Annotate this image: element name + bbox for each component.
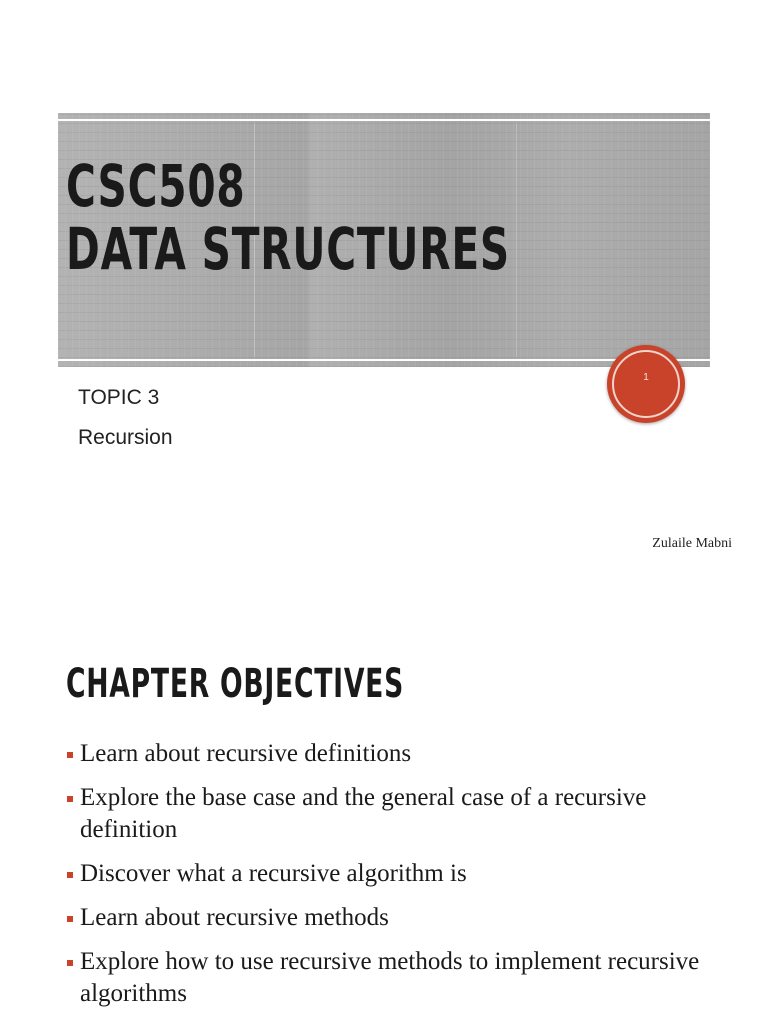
slide-number: 1 — [643, 372, 649, 383]
objective-text: Learn about recursive methods — [80, 904, 389, 931]
band-bottom-rule — [58, 359, 710, 361]
objective-text: Discover what a recursive algorithm is — [80, 860, 467, 887]
slide-number-badge — [607, 345, 685, 423]
objective-item — [66, 858, 746, 890]
objective-item — [66, 738, 746, 770]
objective-item — [66, 946, 746, 1010]
bullet-square-icon — [67, 752, 73, 758]
objectives-list — [66, 738, 746, 1022]
band-top-rule — [58, 119, 710, 121]
badge-ring — [612, 350, 680, 418]
bullet-square-icon — [67, 796, 73, 802]
bullet-square-icon — [67, 916, 73, 922]
topic-name: Recursion — [78, 426, 173, 449]
bullet-square-icon — [67, 960, 73, 966]
course-name-title: DATA STRUCTURES — [66, 215, 511, 283]
objectives-heading: CHAPTER OBJECTIVES — [66, 661, 405, 707]
objectives-slide — [0, 590, 768, 1024]
objective-text: Explore the base case and the general case of a recursive definition — [80, 784, 647, 843]
objective-item — [66, 782, 746, 846]
topic-number: TOPIC 3 — [78, 386, 160, 409]
author-name: Zulaile Mabni — [652, 536, 732, 551]
course-code-title: CSC508 — [66, 152, 246, 220]
objective-text: Learn about recursive definitions — [80, 740, 412, 767]
bullet-square-icon — [67, 872, 73, 878]
objective-item — [66, 902, 746, 934]
objective-text: Explore how to use recursive methods to implement recursive algorithms — [80, 948, 700, 1007]
band-texture-seam — [516, 123, 517, 357]
